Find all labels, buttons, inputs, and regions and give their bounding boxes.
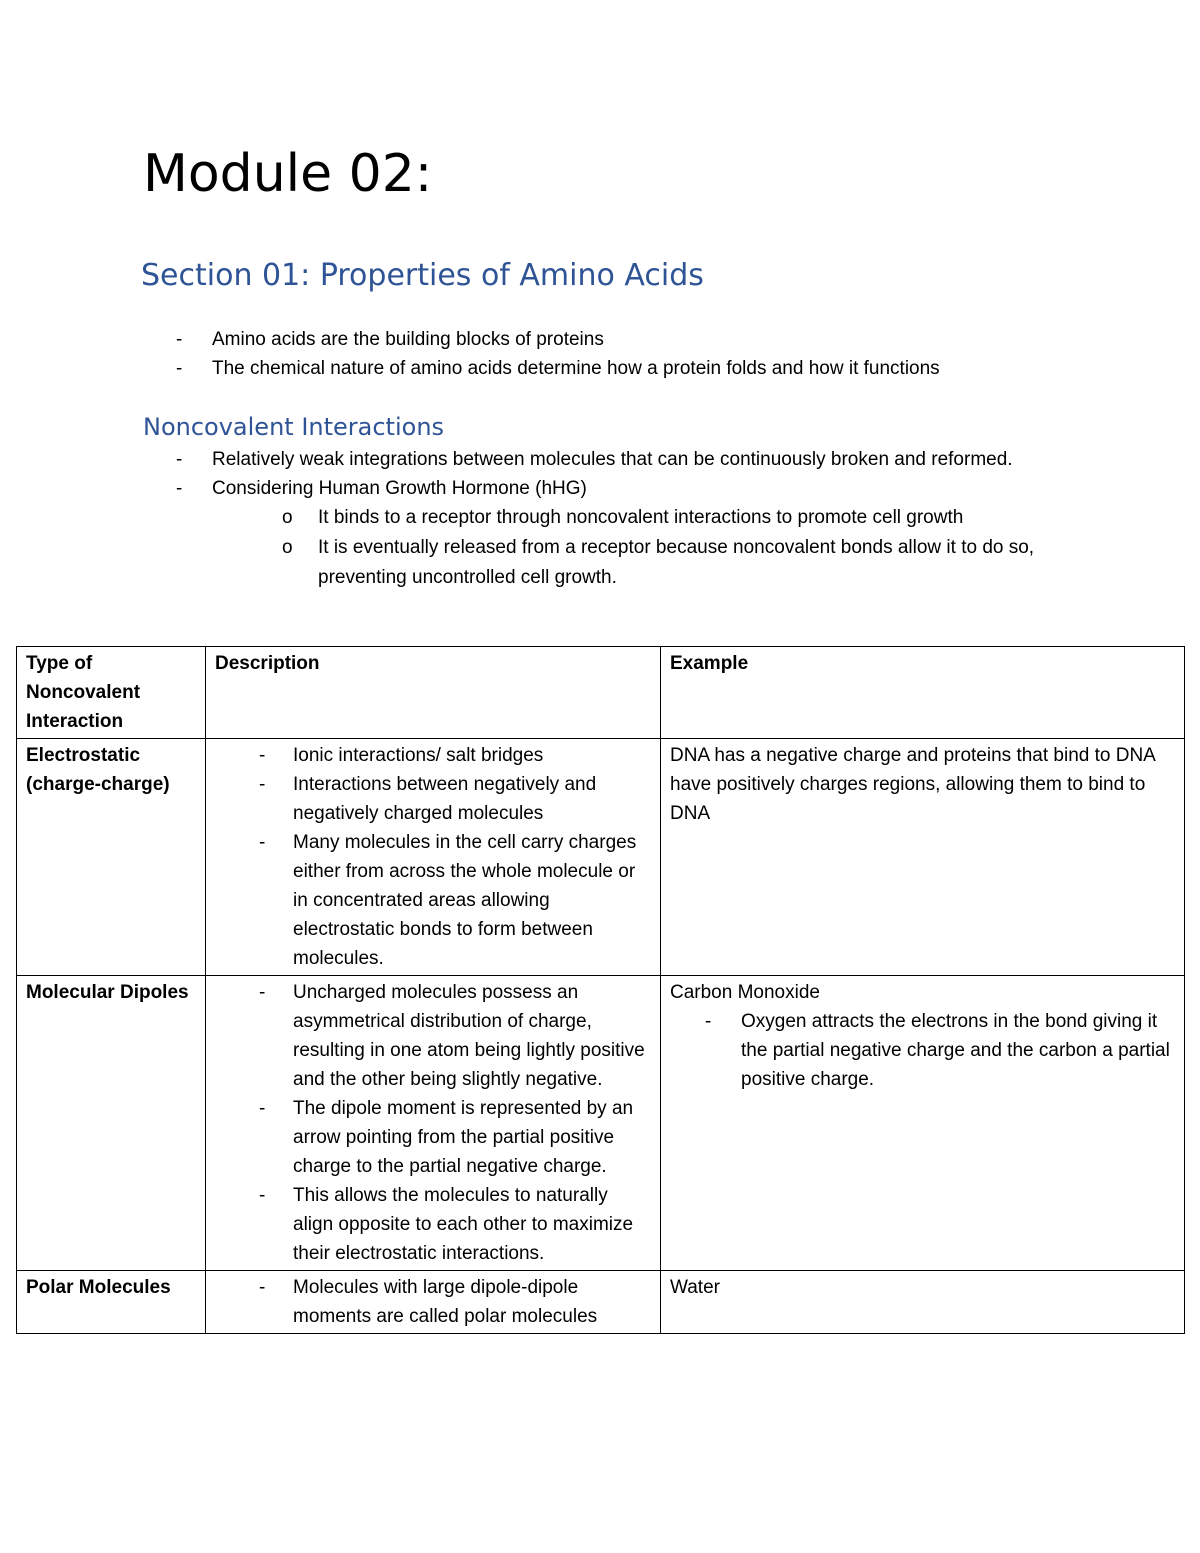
table-row [17, 739, 1185, 976]
description-cell [206, 739, 661, 976]
list-item: - Molecules with large dipole-dipole moments are called polar molecules [259, 1273, 652, 1331]
description-list [259, 978, 652, 1268]
interactions-table [16, 646, 1185, 1334]
example-text: Carbon Monoxide [670, 982, 820, 1003]
table-row [17, 1271, 1185, 1334]
table-header-cell: Description [206, 647, 661, 739]
example-list [705, 1007, 1176, 1094]
example-cell [661, 976, 1185, 1271]
type-cell: Electrostatic (charge-charge) [17, 739, 206, 976]
page-title: Module 02: [143, 144, 433, 204]
description-list [259, 1273, 652, 1331]
list-item: - Interactions between negatively and negatively charged molecules [259, 770, 652, 828]
example-cell [661, 1271, 1185, 1334]
subsection-heading: Noncovalent Interactions [143, 413, 445, 441]
noncovalent-bullet-list [176, 445, 1056, 593]
description-cell [206, 1271, 661, 1334]
description-cell [206, 976, 661, 1271]
table-header-cell: Type of Noncovalent Interaction [17, 647, 206, 739]
list-item: - Many molecules in the cell carry charges either from across the whole molecule or in concentrated areas allowing electrostatic bonds to form between molecules. [259, 828, 652, 973]
list-item: - Ionic interactions/ salt bridges [259, 741, 652, 770]
example-text: DNA has a negative charge and proteins that bind to DNA have positively charges regions, allowing them to bind to DNA [670, 745, 1155, 824]
example-text: Water [670, 1277, 720, 1298]
section-bullet-list [176, 325, 1106, 383]
sub-list-item: o It binds to a receptor through noncovalent interactions to promote cell growth [282, 503, 1056, 533]
list-item: - The chemical nature of amino acids determine how a protein folds and how it functions [176, 354, 1106, 383]
example-cell [661, 739, 1185, 976]
section-heading: Section 01: Properties of Amino Acids [141, 258, 704, 293]
list-item: - Uncharged molecules possess an asymmetrical distribution of charge, resulting in one atom being lightly positive and the other being slightly negative. [259, 978, 652, 1094]
list-item [176, 474, 1056, 593]
table-header-cell: Example [661, 647, 1185, 739]
description-list [259, 741, 652, 973]
type-cell: Molecular Dipoles [17, 976, 206, 1271]
list-item: - Relatively weak integrations between molecules that can be continuously broken and reformed. [176, 445, 1056, 474]
sub-list-item: o It is eventually released from a receptor because noncovalent bonds allow it to do so, preventing uncontrolled cell growth. [282, 533, 1056, 593]
type-cell: Polar Molecules [17, 1271, 206, 1334]
list-item: - Oxygen attracts the electrons in the bond giving it the partial negative charge and the carbon a partial positive charge. [705, 1007, 1176, 1094]
list-item-text: Considering Human Growth Hormone (hHG) [212, 478, 587, 499]
list-item: - Amino acids are the building blocks of proteins [176, 325, 1106, 354]
table-row [17, 976, 1185, 1271]
list-item: - This allows the molecules to naturally align opposite to each other to maximize their electrostatic interactions. [259, 1181, 652, 1268]
table-header-row [17, 647, 1185, 739]
sub-bullet-list [282, 503, 1056, 593]
list-item: - The dipole moment is represented by an arrow pointing from the partial positive charge to the partial negative charge. [259, 1094, 652, 1181]
